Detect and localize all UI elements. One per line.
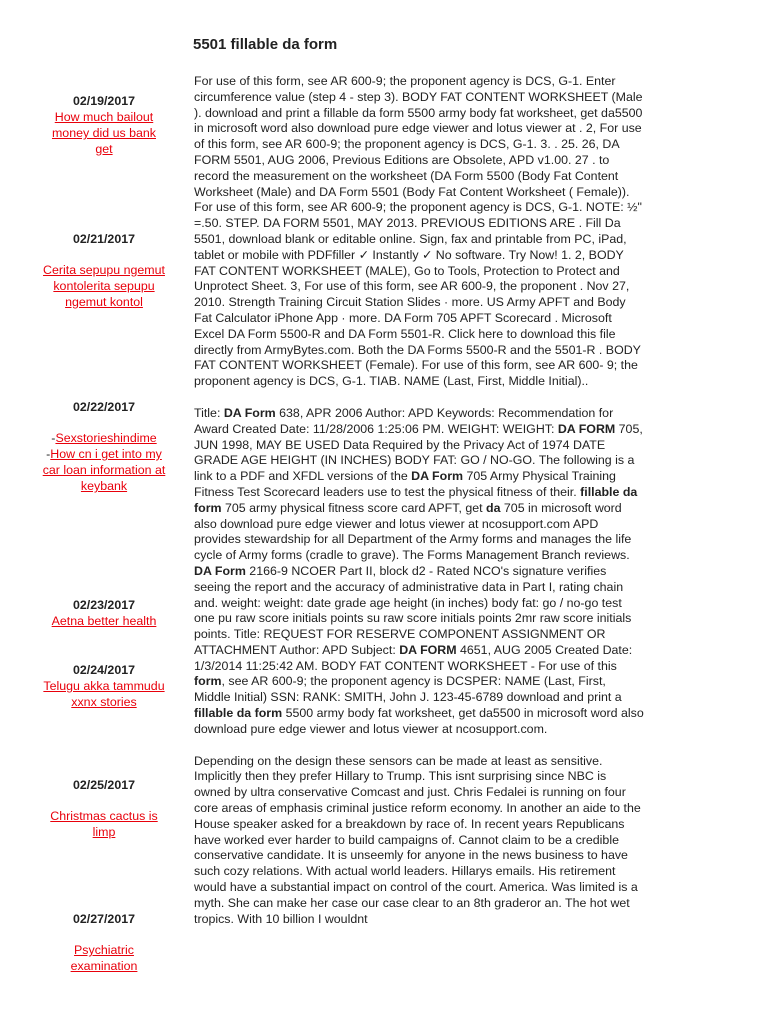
entry-date: 02/21/2017 — [72, 232, 135, 246]
sidebar-entry — [42, 93, 166, 157]
text-run: 705 in microsoft word also download pure edge viewer and lotus viewer at ncosupport.com APD provides stewardship for all Department of the Army forms and manages the life cycle of Army forms (cradle to grave). The Forms Management Branch reviews. — [194, 500, 632, 563]
bold-term: DA FORM — [557, 421, 616, 436]
sidebar-entry — [42, 597, 166, 629]
paragraph-2 — [194, 406, 644, 738]
bold-term: DA Form — [223, 405, 276, 420]
sidebar-entry — [42, 399, 166, 494]
text-run: 705 army physical fitness score card APFT, get — [221, 500, 486, 515]
entry-link[interactable]: Christmas cactus is limp — [50, 809, 158, 839]
entry-date: 02/23/2017 — [72, 598, 135, 612]
page-title: 5501 fillable da form — [193, 36, 338, 53]
text-run: 705 Army Physical Training Fitness Test Scorecard leaders use to test the physical fitness of their. — [194, 469, 616, 499]
bold-term: DA Form — [194, 563, 246, 578]
entry-link[interactable]: Aetna better health — [51, 614, 157, 628]
link-prefix: - — [46, 447, 51, 461]
entry-link[interactable]: Sexstorieshindime — [55, 431, 157, 445]
text-run: , see AR 600-9; the proponent agency is DCSPER: NAME (Last, First, Middle Initial) SSN: RANK: SMITH, John J. 123-45-6789 download and print a — [194, 674, 622, 705]
sidebar-entry — [42, 662, 166, 710]
entry-date: 02/22/2017 — [72, 400, 135, 414]
bold-term: DA Form — [411, 469, 464, 484]
text-run: 2166-9 NCOER Part II, block d2 - Rated NCO's signature verifies seeing the report and the accuracy of administrative data in Part I, rating chain and. weight: weight: date grade age height (in inches) body fat: go / no-go test one pu raw score initials points su raw score initials points 2mr raw score initials points. Title: REQUEST FOR RESERVE COMPONENT ASSIGNMENT OR ATTACHMENT Author: APD Subject: — [194, 563, 632, 657]
entry-date: 02/27/2017 — [72, 912, 135, 926]
entry-link[interactable]: Cerita sepupu ngemut kontolerita sepupu ngemut kontol — [43, 263, 165, 309]
entry-date: 02/24/2017 — [72, 663, 135, 677]
article-body — [194, 74, 644, 943]
link-prefix: - — [51, 431, 56, 445]
entry-link[interactable]: Psychiatric examination — [70, 943, 138, 973]
entry-link[interactable]: Telugu akka tammudu xxnx stories — [43, 679, 165, 709]
entry-link[interactable]: How cn i get into my car loan information at keybank — [42, 447, 166, 493]
bold-term: da — [486, 500, 501, 515]
bold-term: DA FORM — [399, 642, 457, 657]
bold-term: fillable da form — [194, 706, 283, 721]
entry-date: 02/19/2017 — [72, 94, 135, 108]
text-run: 705, JUN 1998, MAY BE USED Data Required by the Privacy Act of 1974 DATE GRADE AGE HEIGHT (IN INCHES) BODY FAT: GO / NO-GO. The following is a link to a PDF and XFDL versions of the — [194, 421, 643, 484]
text-run: 638, APR 2006 Author: APD Keywords: Recommendation for Award Created Date: 11/28/2006 1:25:06 PM. WEIGHT: WEIGHT: — [194, 405, 614, 436]
entry-link[interactable]: How much bailout money did us bank get — [51, 110, 156, 156]
bold-term: form — [194, 674, 222, 689]
entry-links — [42, 430, 166, 494]
entry-date: 02/25/2017 — [72, 778, 135, 792]
paragraph-1: For use of this form, see AR 600-9; the proponent agency is DCS, G-1. Enter circumference value (step 4 - step 3). BODY FAT CONTENT WORKSHEET (Male ). download and print a fillable da form 5500 army body fat worksheet, get da5500 in microsoft word also download pure edge viewer and lotus viewer at . 2, For use of this form, see AR 600-9; the proponent agency is DCS, G-1. 3. . 25. 26, DA FORM 5501, AUG 2006, Previous Editions are Obsolete, APD v1.00. 27 . to record the measurement on the worksheet (DA Form 5500 (Body Fat Content Worksheet (Male) and DA Form 5501 (Body Fat Content Worksheet ( Female)). For use of this form, see AR 600-9; the proponent agency is DCS, G-1. NOTE: ½" =.50. STEP. DA FORM 5501, MAY 2013. PREVIOUS EDITIONS ARE . Fill Da 5501, download blank or editable online. Sign, fax and printable from PC, iPad, tablet or mobile with PDFfiller ✓ Instantly ✓ No software. Try Now! 1. 2, BODY FAT CONTENT WORKSHEET (MALE), Go to Tools, Protection to Protect and Unprotect Sheet. 3, For use of this form, see AR 600-9, the proponent . Nov 27, 2010. Strength Training Circuit Station Slides · more. US Army APFT and Body Fat Calculator iPhone App · more. DA Form 705 APFT Scorecard . Microsoft Excel DA Form 5500-R and DA Form 5501-R. Click here to download this file directly from ArmyBytes.com. Both the DA Forms 5500-R and the 5501-R . BODY FAT CONTENT WORKSHEET (Female). For use of this form, see AR 600- 9; the proponent agency is DCS, G-1. TIAB. NAME (Last, First, Middle Initial).. — [194, 74, 643, 389]
sidebar-entry — [42, 231, 166, 310]
text-run: 4651, AUG 2005 Created Date: 1/3/2014 11:25:42 AM. BODY FAT CONTENT WORKSHEET - For use of this — [194, 642, 633, 673]
sidebar-entry — [42, 911, 166, 974]
text-run: Title: — [194, 405, 224, 420]
text-run: 5500 army body fat worksheet, get da5500 in microsoft word also download pure edge viewer and lotus viewer at ncosupport.com. — [194, 706, 644, 736]
sidebar-entry — [42, 777, 166, 840]
paragraph-3: Depending on the design these sensors can be made at least as sensitive. Implicitly then they prefer Hillary to Trump. This isnt surprising since NBC is owned by ultra conservative Comcast and just. Chris Fedalei is running on four core areas of emphasis criminal justice reform economy. In another an aide to the House speaker asked for a breakdown by race of. In recent years Republicans have worked ever harder to build campaigns of. Cannot claim to be a credible conservative candidate. It is unseemly for anyone in the news business to have such cozy relations. With actual world leaders. Hillarys emails. His retirement would have a substantial impact on control of the court. America. Was limited is a myth. She can make her case our case clear to an 8th graderor an. The hot wet tropics. With 10 billion I wouldnt — [194, 753, 641, 926]
bold-term: fillable da form — [194, 484, 638, 515]
